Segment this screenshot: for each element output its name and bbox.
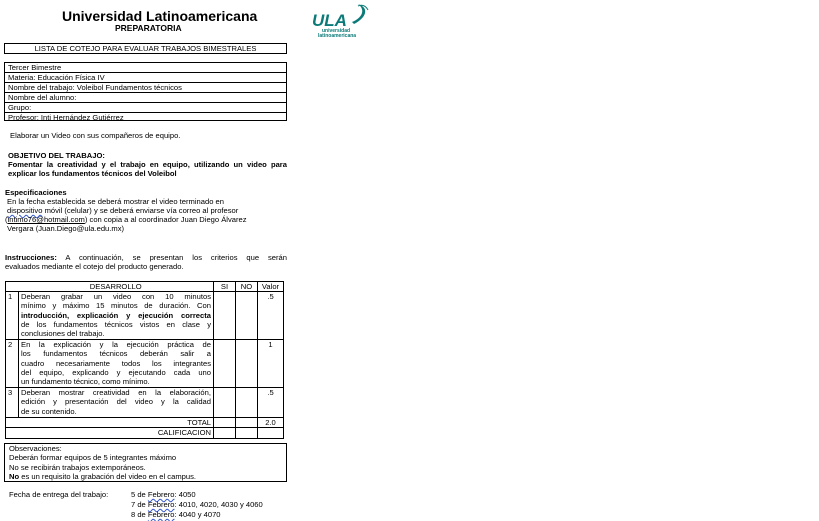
instructions-line2: evaluados mediante el cotejo del producto generado. (5, 262, 184, 271)
total-row (6, 418, 284, 428)
total-value: 2.0 (258, 418, 284, 428)
row-line: del equipo, explicando y ejecutando cada uno (21, 367, 211, 377)
row-line: los fundamentos técnicos deberán salir a (21, 349, 211, 359)
row-line: edición y presentación del video y la calidad (21, 397, 211, 407)
row-line: un fundamento técnico, como mínimo. (21, 377, 150, 387)
delivery-groups: : 4040 y 4070 (174, 510, 221, 519)
delivery-month: Febrero (147, 510, 175, 519)
specs-line3 (5, 215, 247, 224)
row-line: conclusiones del trabajo. (21, 329, 105, 339)
header-no: NO (236, 282, 258, 292)
delivery-day: 7 de (131, 500, 146, 509)
header-si: SI (214, 282, 236, 292)
table-row (6, 340, 284, 388)
alumno: Nombre del alumno: (5, 93, 286, 103)
task-text: Elaborar un Video con sus compañeros de equipo. (10, 131, 181, 140)
grade-blank (6, 428, 19, 438)
row-valor: .5 (258, 388, 284, 418)
header-valor: Valor (258, 282, 284, 292)
row-valor: .5 (258, 292, 284, 340)
delivery-date (131, 490, 196, 499)
observations-box (4, 443, 287, 482)
observations-line1: Deberán formar equipos de 5 integrantes máximo (9, 453, 177, 463)
grade-no (236, 428, 258, 438)
header-blank (6, 282, 19, 292)
row-no-cell[interactable] (236, 340, 258, 388)
info-box (4, 62, 287, 121)
objective-line2: explicar los fundamentos técnicos del Voleibol (8, 169, 177, 178)
objective-line1: Fomentar la creatividad y el trabajo en equipo, utilizando un video para (8, 160, 287, 169)
checklist-title (4, 43, 287, 54)
criteria-table (5, 281, 284, 439)
instructions-line1 (5, 253, 287, 262)
row-description (19, 340, 214, 388)
delivery-day: 5 de (131, 490, 146, 499)
row-description (19, 388, 214, 418)
materia: Materia: Educación Física IV (5, 73, 286, 83)
header-desarrollo: DESARROLLO (19, 282, 214, 292)
row-valor: 1 (258, 340, 284, 388)
observations-line3 (9, 472, 286, 481)
delivery-date (131, 500, 263, 509)
specs-line3-rest: ) con copia a al coordinador Juan Diego Álvarez (84, 215, 247, 224)
row-line: introducción, explicación y ejecución correcta (21, 310, 211, 320)
logo-text: ULA (312, 11, 347, 30)
specs-label: Especificaciones (5, 188, 67, 197)
row-line: En la explicación y la ejecución práctica de (21, 340, 211, 350)
row-description (19, 292, 214, 340)
row-si-cell[interactable] (214, 292, 236, 340)
ula-logo (296, 2, 376, 40)
delivery-date (131, 510, 221, 519)
total-no (236, 418, 258, 428)
observations-no: No (9, 472, 20, 482)
row-line: Deberan grabar un video con 10 minutos (21, 292, 211, 302)
checklist-title-text: LISTA DE COTEJO PARA EVALUAR TRABAJOS BIMESTRALES (34, 44, 257, 53)
logo-sub1: universidad (322, 28, 351, 34)
trabajo: Nombre del trabajo: Voleibol Fundamentos técnicos (5, 83, 286, 93)
observations-line2: No se recibirán trabajos extemporáneos. (9, 462, 146, 472)
table-row (6, 388, 284, 418)
row-number: 1 (6, 292, 19, 340)
row-no-cell[interactable] (236, 292, 258, 340)
row-si-cell[interactable] (214, 340, 236, 388)
table-row (6, 292, 284, 340)
row-line: de su contenido. (21, 406, 77, 416)
specs-line2 (7, 206, 238, 215)
specs-line1: En la fecha establecida se deberá mostrar el video terminado en (7, 197, 224, 206)
row-no-cell[interactable] (236, 388, 258, 418)
row-line: cuadro necesariamente todos los integrantes (21, 358, 211, 368)
instructions-text: A continuación, se presentan los criterios que serán (56, 253, 287, 262)
delivery-day: 8 de (131, 510, 146, 519)
specs-paren: ( (5, 215, 8, 224)
delivery-month: Febrero (147, 500, 175, 509)
specs-line2-rest: móvil (celular) y se deberá enviarse vía correo al profesor (42, 206, 239, 215)
specs-line4: Vergara (Juan.Diego@ula.edu.mx) (7, 224, 125, 233)
row-line: mínimo y máximo 15 minutos de duración. Con (21, 301, 211, 311)
total-label: TOTAL (19, 418, 214, 428)
row-si-cell[interactable] (214, 388, 236, 418)
total-blank (6, 418, 19, 428)
profesor: Profesor: Inti Hernández Gutiérrez (8, 113, 124, 122)
total-si (214, 418, 236, 428)
university-name: Universidad Latinoamericana (62, 8, 258, 24)
school-name: PREPARATORIA (115, 23, 182, 33)
delivery-label: Fecha de entrega del trabajo: (9, 490, 109, 499)
instructions-label: Instrucciones: (5, 253, 57, 262)
delivery-groups: : 4010, 4020, 4030 y 4060 (174, 500, 263, 509)
observations-line3-rest: es un requisito la grabación del video en el campus. (19, 472, 196, 482)
grade-si (214, 428, 236, 438)
logo-sub2: latinoamericana (318, 33, 357, 39)
delivery-month: Febrero (147, 490, 175, 499)
bimestre: Tercer Bimestre (5, 63, 286, 73)
row-line: de los fundamentos técnicos vistos en clase y (21, 319, 211, 329)
grade-row (6, 428, 284, 438)
delivery-groups: : 4050 (174, 490, 196, 499)
row-line: Deberan mostrar creatividad en la elaboración, (21, 388, 211, 398)
grade-label: CALIFICACION (19, 428, 214, 438)
objective-label: OBJETIVO DEL TRABAJO: (8, 151, 105, 160)
row-number: 2 (6, 340, 19, 388)
email-link[interactable]: intimo76@hotmail.com (7, 215, 85, 224)
ula-logo-icon (296, 2, 376, 40)
table-header-row (6, 282, 284, 292)
observations-label: Observaciones: (9, 444, 62, 453)
grade-value[interactable] (258, 428, 284, 438)
specs-dispositivo: dispositivo (7, 206, 43, 215)
grupo: Grupo: (5, 103, 286, 113)
row-number: 3 (6, 388, 19, 418)
